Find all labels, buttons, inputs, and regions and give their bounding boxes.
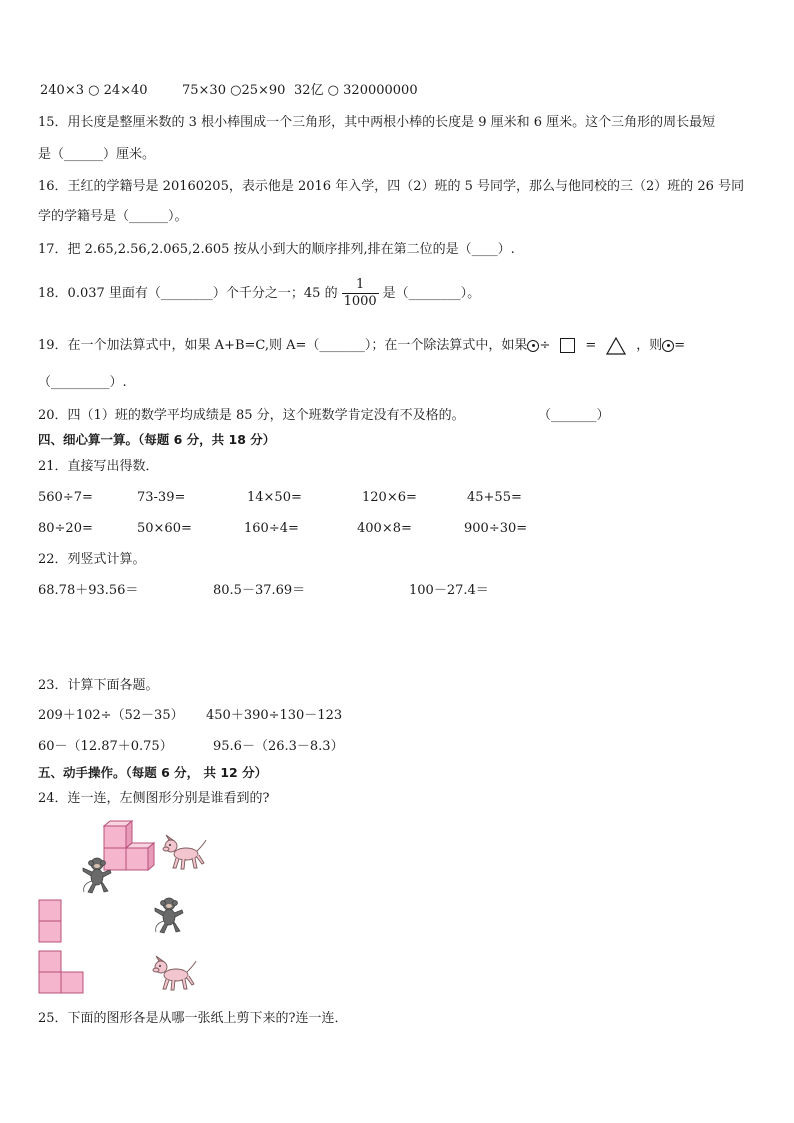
q22-item-3: 100－27.4＝ — [409, 583, 489, 598]
compare-item-2: 75×30 ○25×90 — [182, 83, 286, 98]
q21-r1-c2: 73-39= — [137, 490, 186, 505]
circle-dot-icon — [527, 340, 539, 352]
circle-dot-icon — [662, 340, 674, 352]
q22-title: 22．列竖式计算。 — [38, 552, 146, 567]
q18-frac-den: 1000 — [343, 294, 377, 309]
q23-r2-c2: 95.6－（26.3－8.3） — [213, 739, 344, 754]
q19-part1: 19．在一个加法算式中，如果 A+B=C,则 A=（_______）；在一个除法算式中，如果 — [38, 338, 528, 353]
q19-line1 — [38, 336, 685, 356]
q23-title: 23．计算下面各题。 — [38, 678, 159, 693]
q16-line1: 16．王红的学籍号是 20160205，表示他是 2016 年入学，四（2）班的 5 号同学，那么与他同校的三（2）班的 26 号同 — [38, 179, 745, 194]
q16-line2: 学的学籍号是（______）。 — [38, 209, 188, 224]
q20-text: 20．四（1）班的数学平均成绩是 85 分，这个班数学肯定没有不及格的。 — [38, 408, 465, 423]
compare-item-3: 32亿 ○ 320000000 — [294, 83, 418, 98]
q19-part3: = — [674, 338, 686, 353]
dog-icon — [150, 955, 198, 993]
q15-line2: 是（______）厘米。 — [38, 147, 156, 162]
q21-r2-c3: 160÷4= — [244, 521, 299, 536]
q23-r1-c2: 450＋390÷130－123 — [206, 708, 343, 723]
q21-r1-c4: 120×6= — [362, 490, 417, 505]
q18-fraction — [342, 277, 379, 310]
q22-item-1: 68.78＋93.56＝ — [38, 583, 139, 598]
q18-line — [38, 274, 480, 314]
triangle-icon — [606, 337, 626, 355]
q21-r1-c5: 45+55= — [467, 490, 522, 505]
column-view-figure — [38, 899, 64, 945]
square-icon — [560, 338, 575, 353]
q21-r2-c4: 400×8= — [357, 521, 412, 536]
q17-line1: 17．把 2.65,2.56,2.065,2.605 按从小到大的顺序排列,排在第二位的是（____）. — [38, 242, 515, 257]
q15-line1: 15．用长度是整厘米数的 3 根小棒围成一个三角形，其中两根小棒的长度是 9 厘米和 6 厘米。这个三角形的周长最短 — [38, 115, 716, 130]
q25-title: 25．下面的图形各是从哪一张纸上剪下来的?连一连． — [38, 1011, 348, 1026]
q19-part2: ，则 — [636, 338, 663, 353]
q19-div: ÷ — [539, 338, 551, 353]
q18-frac-num: 1 — [342, 277, 379, 294]
q21-title: 21．直接写出得数． — [38, 459, 159, 474]
section5-title: 五、动手操作。（每题 6 分， 共 12 分） — [38, 765, 268, 780]
q23-r2-c1: 60－（12.87＋0.75） — [38, 739, 173, 754]
q19-eq: = — [585, 338, 597, 353]
q18-part1: 18．0.037 里面有（________）个千分之一；45 的 — [38, 286, 338, 301]
q24-title: 24．连一连，左侧图形分别是谁看到的? — [38, 791, 270, 806]
q21-r1-c3: 14×50= — [247, 490, 302, 505]
section4-title: 四、细心算一算。（每题 6 分，共 18 分） — [38, 432, 276, 447]
q22-item-2: 80.5－37.69＝ — [213, 583, 306, 598]
q21-r2-c2: 50×60= — [137, 521, 192, 536]
q21-r2-c1: 80÷20= — [38, 521, 93, 536]
q18-part2: 是（________）。 — [382, 286, 481, 301]
monkey-icon — [80, 856, 114, 896]
dog-icon — [160, 834, 208, 872]
q21-r2-c5: 900÷30= — [464, 521, 528, 536]
compare-item-1: 240×3 ○ 24×40 — [40, 83, 148, 98]
q20-blank: （_______） — [538, 408, 610, 423]
l-shape-view-figure — [38, 950, 86, 996]
monkey-icon — [152, 896, 186, 936]
q21-r1-c1: 560÷7= — [38, 490, 93, 505]
q19-line2: （_________）. — [38, 375, 127, 390]
q23-r1-c1: 209＋102÷（52－35） — [38, 708, 184, 723]
